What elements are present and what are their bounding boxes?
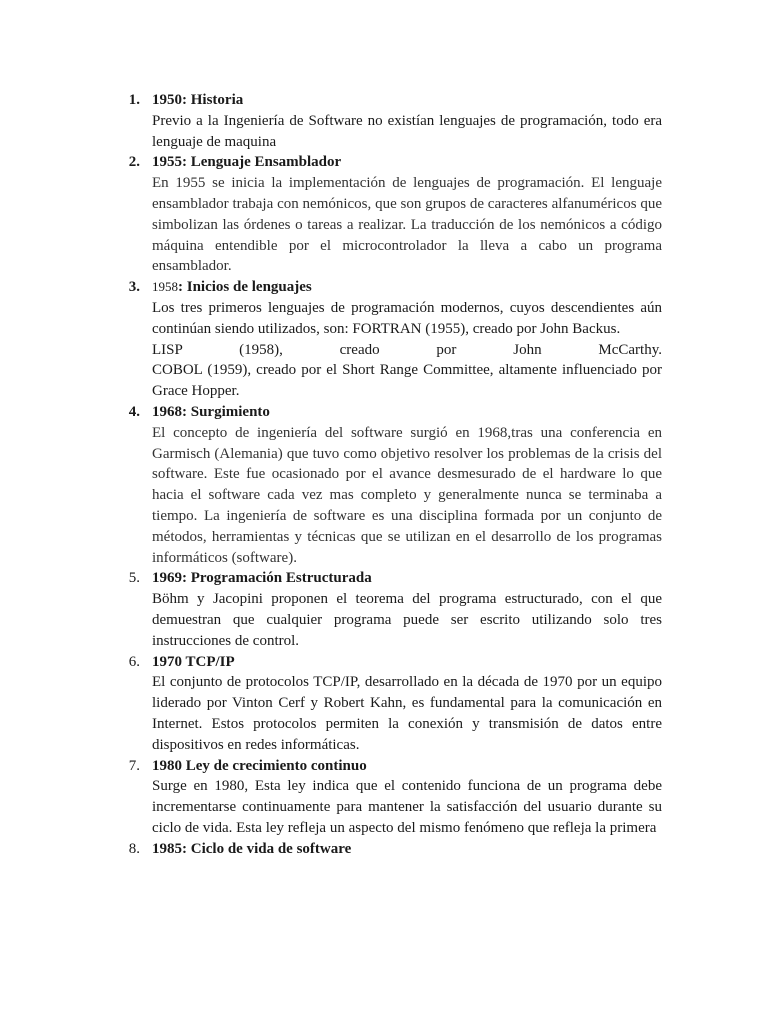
list-item bbox=[124, 652, 662, 756]
list-item bbox=[124, 756, 662, 839]
item-title bbox=[152, 277, 312, 298]
item-heading bbox=[124, 402, 662, 423]
item-heading bbox=[124, 568, 662, 589]
item-heading bbox=[124, 652, 662, 673]
item-paragraph: En 1955 se inicia la implementación de lenguajes de programación. El lenguaje ensamblador trabaja con nemónicos, que son grupos de caracteres alfanuméricos que simbolizan las órdenes o tareas a realizar. La traducción de los nemónicos a código máquina entendible por el microcontrolador la lleva a cabo un programa ensamblador. bbox=[152, 175, 662, 275]
item-number: 7. bbox=[128, 757, 140, 774]
item-title: 1955: Lenguaje Ensamblador bbox=[152, 154, 342, 171]
item-body bbox=[152, 111, 662, 153]
numbered-list bbox=[124, 90, 662, 859]
item-title: 1968: Surgimiento bbox=[152, 403, 270, 420]
item-heading bbox=[124, 756, 662, 777]
item-paragraph: LISP (1958), creado por John McCarthy. bbox=[152, 341, 662, 358]
list-item bbox=[124, 568, 662, 651]
list-item bbox=[124, 839, 662, 860]
item-heading bbox=[124, 277, 662, 298]
item-body bbox=[152, 672, 662, 755]
item-title: 1970 TCP/IP bbox=[152, 653, 235, 670]
item-body bbox=[152, 776, 662, 838]
item-number: 8. bbox=[128, 840, 140, 857]
list-item bbox=[124, 402, 662, 568]
item-title: 1969: Programación Estructurada bbox=[152, 570, 372, 587]
item-paragraph: Böhm y Jacopini proponen el teorema del programa estructurado, con el que demuestran que cualquier programa puede ser escrito utilizando solo tres instrucciones de control. bbox=[152, 591, 662, 649]
item-paragraph: El conjunto de protocolos TCP/IP, desarrollado en la década de 1970 por un equipo liderado por Vinton Cerf y Robert Kahn, es fundamental para la comunicación en Internet. Estos protocolos permiten la conexión y transmisión de datos entre dispositivos en redes informáticas. bbox=[152, 674, 662, 753]
item-heading bbox=[124, 839, 662, 860]
item-paragraph: Surge en 1980, Esta ley indica que el contenido funciona de un programa debe incrementarse continuamente para mantener la satisfacción del usuario durante su ciclo de vida. Esta ley refleja un aspecto del mismo fenómeno que refleja la primera bbox=[152, 778, 662, 836]
item-body bbox=[152, 298, 662, 402]
item-body bbox=[152, 173, 662, 277]
item-number: 6. bbox=[128, 653, 140, 670]
list-item bbox=[124, 90, 662, 152]
item-paragraph: Previo a la Ingeniería de Software no existían lenguajes de programación, todo era lenguaje de maquina bbox=[152, 112, 662, 150]
item-paragraph: COBOL (1959), creado por el Short Range Committee, altamente influenciado por Grace Hopper. bbox=[152, 362, 662, 400]
item-paragraph: El concepto de ingeniería del software surgió en 1968,tras una conferencia en Garmisch (Alemania) que tuvo como objetivo resolver los problemas de la crisis del software. Este fue ocasionado por el avance desmesurado de el hardware lo que hacia el software cada vez mas completo y generalmente nunca se terminaba a tiempo. La ingeniería de software es una disciplina formada por un conjunto de métodos, herramientas y técnicas que se utilizan en el desarrollo de los programas informáticos (software). bbox=[152, 424, 662, 566]
item-number: 5. bbox=[128, 570, 140, 587]
list-item bbox=[124, 152, 662, 277]
item-title-rest: : Inicios de lenguajes bbox=[178, 279, 312, 296]
item-heading bbox=[124, 152, 662, 173]
item-title: 1985: Ciclo de vida de software bbox=[152, 840, 352, 857]
item-title: 1980 Ley de crecimiento continuo bbox=[152, 757, 367, 774]
item-number: 1. bbox=[128, 92, 140, 108]
item-paragraph: Los tres primeros lenguajes de programación modernos, cuyos descendientes aún continúan siendo utilizados, son: FORTRAN (1955), creado por John Backus. bbox=[152, 299, 662, 337]
item-heading bbox=[124, 90, 662, 111]
item-title: 1950: Historia bbox=[152, 92, 244, 108]
item-number: 4. bbox=[128, 403, 140, 420]
item-number: 3. bbox=[128, 279, 140, 296]
item-body bbox=[152, 423, 662, 569]
list-item bbox=[124, 277, 662, 402]
item-number: 2. bbox=[128, 154, 140, 171]
item-body bbox=[152, 589, 662, 651]
item-title-year: 1958 bbox=[152, 279, 178, 295]
